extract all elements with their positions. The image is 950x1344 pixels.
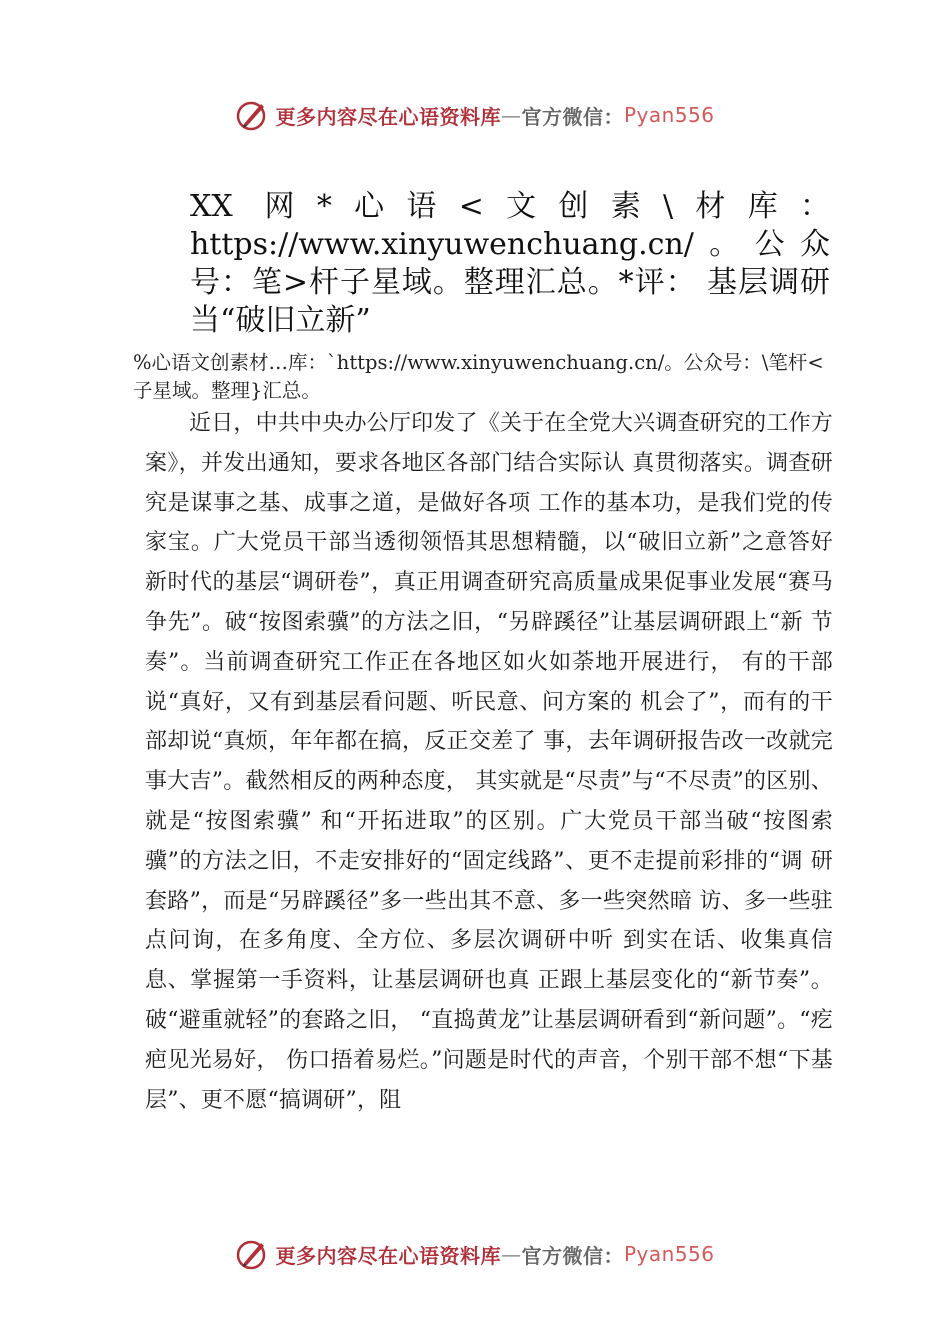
banner-separator: —: [500, 103, 522, 127]
footer-banner: [0, 1234, 950, 1274]
banner-wechat-id: Pyan556: [623, 103, 715, 127]
banner-wechat-label: 官方微信：: [521, 104, 624, 129]
pen-circle-logo-icon: [235, 98, 269, 132]
banner-main-text: 更多内容尽在心语资料库: [275, 104, 501, 129]
source-line: %心语文创素材…库：`https://www.xinyuwenchuang.cn/。公众号：\笔杆<子星域。整理}汇总。: [133, 351, 824, 402]
banner-main-text: 更多内容尽在心语资料库: [275, 1243, 501, 1268]
document-title: XX 网*心语<文创素\材库：https://www.xinyuwenchuang.cn/。公众号：笔>杆子星域。整理汇总。*评： 基层调研当“破旧立新”: [190, 189, 830, 338]
banner-wechat-id: Pyan556: [623, 1242, 715, 1266]
body-paragraph: 近日，中共中央办公厅印发了《关于在全党大兴调查研究的工作方案》，并发出通知，要求各地区各部门结合实际认 真贯彻落实。调查研究是谋事之基、成事之道，是做好各项 工作的基本功，是我们党的传家宝。广大党员干部当透彻领悟其思想精髓，以“破旧立新”之意答好新时代的基层“调研卷”，真正用调查研究高质量成果促事业发展“赛马争先”。破“按图索骥”的方法之旧，“另辟蹊径”让基层调研跟上“新 节奏”。当前调查研究工作正在各地区如火如荼地开展进行， 有的干部说“真好，又有到基层看问题、听民意、问方案的 机会了”，而有的干部却说“真烦，年年都在搞，反正交差了 事，去年调研报告改一改就完事大吉”。截然相反的两种态度， 其实就是“尽责”与“不尽责”的区别、就是“按图索骥” 和“开拓进取”的区别。广大党员干部当破“按图索骥”的方法之旧，不走安排好的“固定线路”、更不走提前彩排的“调 研套路”，而是“另辟蹊径”多一些出其不意、多一些突然暗 访、多一些驻点问询，在多角度、全方位、多层次调研中听 到实在话、收集真信息、掌握第一手资料，让基层调研也真 正跟上基层变化的“新节奏”。破“避重就轻”的套路之旧， “直捣黄龙”让基层调研看到“新问题”。“疙疤见光易好， 伤口捂着易烂。”问题是时代的声音，个别干部不想“下基层”、更不愿“搞调研”，阻: [145, 411, 833, 1113]
header-banner: [0, 95, 950, 135]
banner-separator: —: [500, 1242, 522, 1266]
pen-circle-logo-icon: [235, 1237, 269, 1271]
banner-wechat-label: 官方微信：: [521, 1243, 624, 1268]
